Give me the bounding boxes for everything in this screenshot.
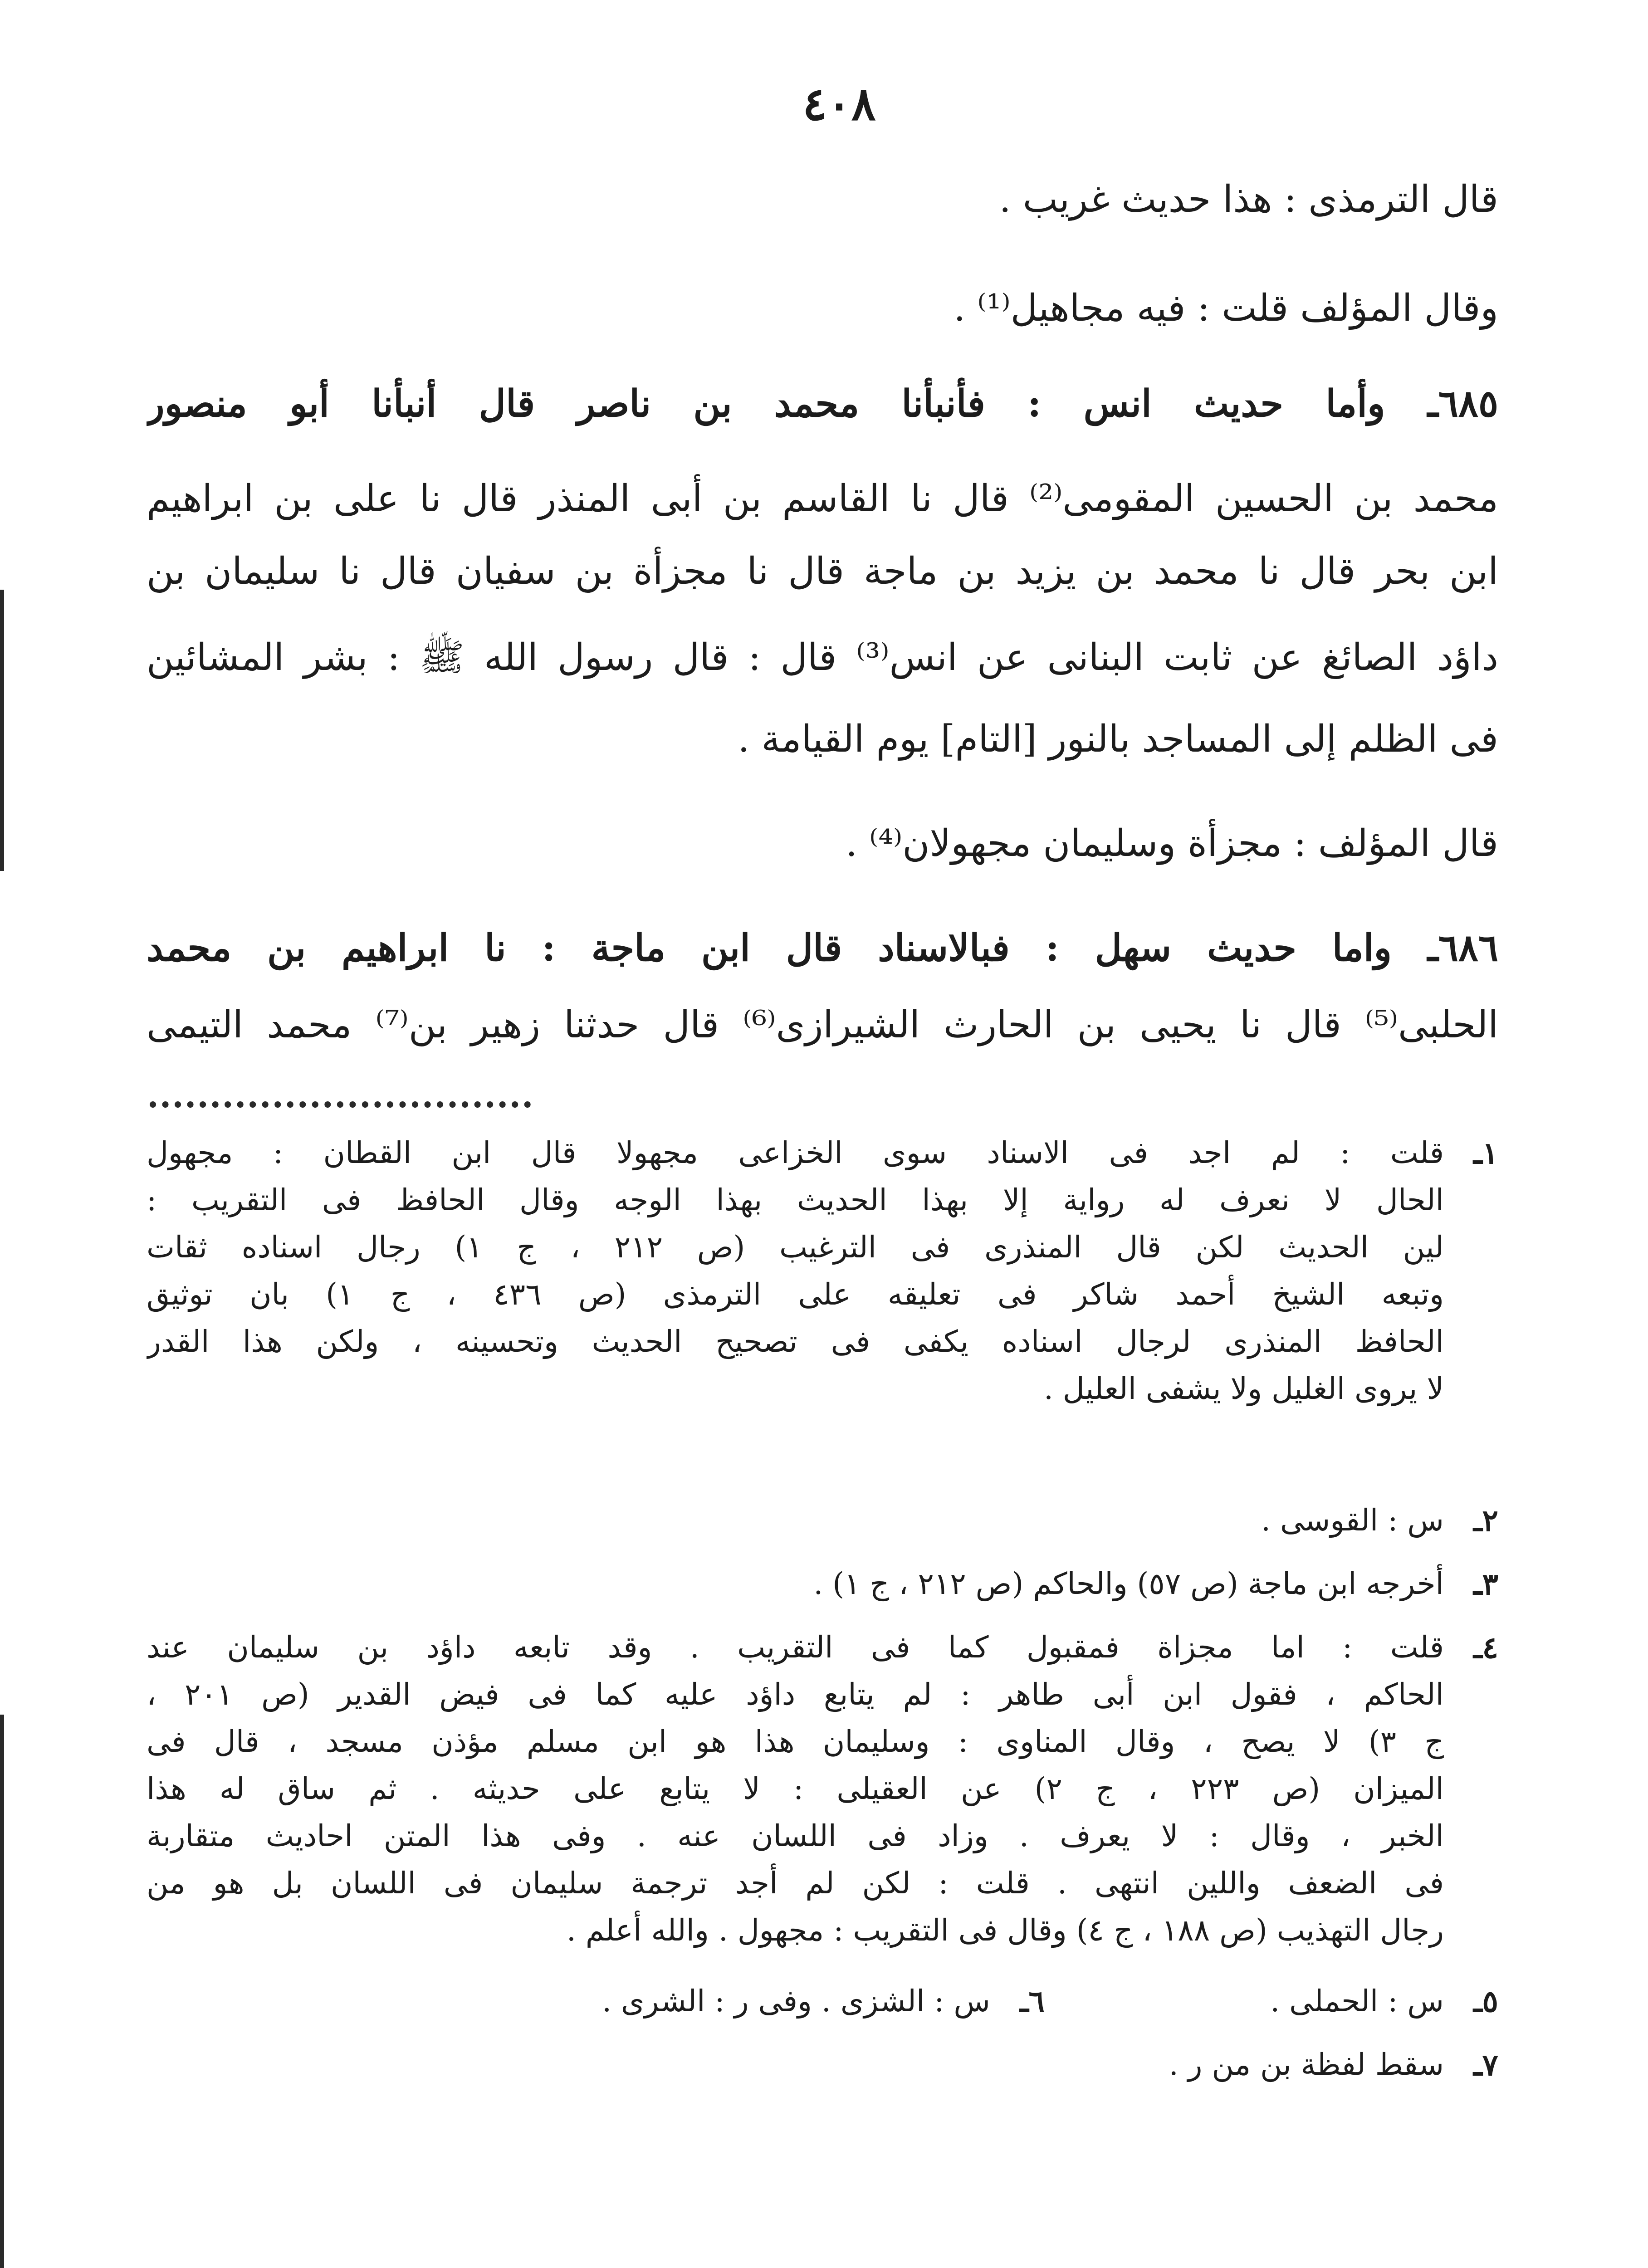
footnote-line: الحال لا نعرف له رواية إلا بهذا الحديث بهذا الوجه وقال الحافظ فى التقريب : [147, 1183, 1444, 1217]
body-line: محمد بن الحسين المقومى⁽²⁾ قال نا القاسم بن أبى المنذر قال نا على بن ابراهيم [147, 477, 1498, 520]
footnote-line: قلت : اما مجزاة فمقبول كما فى التقريب . وقد تابعه داؤد بن سليمان عند [147, 1630, 1444, 1665]
footnote-number: ٥ـ [1473, 1984, 1498, 2019]
footnote-7 [147, 2041, 1498, 2091]
footnote-line: قلت : لم اجد فى الاسناد سوى الخزاعى مجهولا قال ابن القطان : مجهول [147, 1135, 1444, 1170]
footnote-2 [147, 1497, 1498, 1547]
body-line: داؤد الصائغ عن ثابت البنانى عن انس⁽³⁾ قال : قال رسول الله ﷺ : بشر المشائين [147, 636, 1498, 679]
body-line: ابن بحر قال نا محمد بن يزيد بن ماجة قال نا مجزأة بن سفيان قال نا سليمان بن [147, 550, 1498, 593]
footnote-number: ١ـ [1473, 1135, 1498, 1171]
hadith-685-heading-line: ٦٨٥ـ وأما حديث انس : فأنبأنا محمد بن ناصر قال أنبأنا أبو منصور [147, 382, 1498, 425]
footnote-number: ٤ـ [1473, 1630, 1498, 1665]
body-line: قال المؤلف : مجزأة وسليمان مجهولان⁽⁴⁾ . [845, 822, 1498, 865]
footnote-line: الميزان (ص ٢٢٣ ، ج ٢) عن العقيلى : لا يتابع على حديثه . ثم ساق له هذا [147, 1771, 1444, 1806]
footnote-line: وتبعه الشيخ أحمد شاكر فى تعليقه على الترمذى (ص ٤٣٦ ، ج ١) بان توثيق [147, 1277, 1444, 1312]
footnote-separator [150, 1101, 531, 1108]
body-line: الحلبى⁽⁵⁾ قال نا يحيى بن الحارث الشيرازى⁽⁶⁾ قال حدثنا زهير بن⁽⁷⁾ محمد التيمى [147, 1003, 1498, 1046]
footnote-line: الخبر ، وقال : لا يعرف . وزاد فى اللسان عنه . وفى هذا المتن احاديث متقاربة [147, 1818, 1444, 1853]
footnote-number: ٧ـ [1473, 2047, 1498, 2082]
body-line: وقال المؤلف قلت : فيه مجاهيل⁽¹⁾ . [954, 287, 1498, 330]
footnote-line: فى الضعف واللين انتهى . قلت : لكن لم أجد ترجمة سليمان فى اللسان بل هو من [147, 1866, 1444, 1901]
footnote-line: الحاكم ، فقول ابن أبى طاهر : لم يتابع داؤد عليه كما فى فيض القدير (ص ٢٠١ ، [147, 1677, 1444, 1712]
footnote-line: س : القوسى . [1261, 1503, 1444, 1538]
footnote-3 [147, 1560, 1498, 1610]
hadith-686-heading-line: ٦٨٦ـ واما حديث سهل : فبالاسناد قال ابن ماجة : نا ابراهيم بن محمد [147, 926, 1498, 970]
footnote-5 [1090, 1978, 1498, 2025]
footnote-line: سقط لفظة بن من ر . [1169, 2047, 1444, 2082]
footnote-line: لا يروى الغليل ولا يشفى العليل . [1043, 1371, 1444, 1406]
scan-edge-mark [0, 1715, 4, 2268]
footnote-number: ٦ـ [1020, 1984, 1045, 2019]
footnote-4 [147, 1624, 1498, 1960]
footnote-6 [410, 1978, 1045, 2025]
footnotes-5-6-row [147, 1978, 1498, 2028]
footnote-1 [147, 1129, 1498, 1420]
footnote-line: رجال التهذيب (ص ١٨٨ ، ج ٤) وقال فى التقريب : مجهول . والله أعلم . [566, 1913, 1444, 1948]
footnote-line: لين الحديث لكن قال المنذرى فى الترغيب (ص ٢١٢ ، ج ١) رجال اسناده ثقات [147, 1230, 1444, 1265]
body-line: فى الظلم إلى المساجد بالنور [التام] يوم القيامة . [738, 718, 1498, 761]
footnote-line: س : الحملى . [1270, 1984, 1444, 2019]
scan-edge-mark [0, 590, 4, 871]
footnote-line: الحافظ المنذرى لرجال اسناده يكفى فى تصحيح الحديث وتحسينه ، ولكن هذا القدر [147, 1324, 1444, 1359]
page-number: ٤٠٨ [802, 77, 876, 131]
footnote-line: ج ٣) لا يصح ، وقال المناوى : وسليمان هذا هو ابن مسلم مؤذن مسجد ، قال فى [147, 1724, 1444, 1759]
footnote-number: ٢ـ [1473, 1503, 1498, 1538]
footnote-line: أخرجه ابن ماجة (ص ٥٧) والحاكم (ص ٢١٢ ، ج ١) . [813, 1566, 1444, 1601]
footnote-line: س : الشزى . وفى ر : الشرى . [602, 1984, 990, 2019]
body-line: قال الترمذى : هذا حديث غريب . [999, 178, 1498, 221]
footnote-number: ٣ـ [1473, 1566, 1498, 1602]
